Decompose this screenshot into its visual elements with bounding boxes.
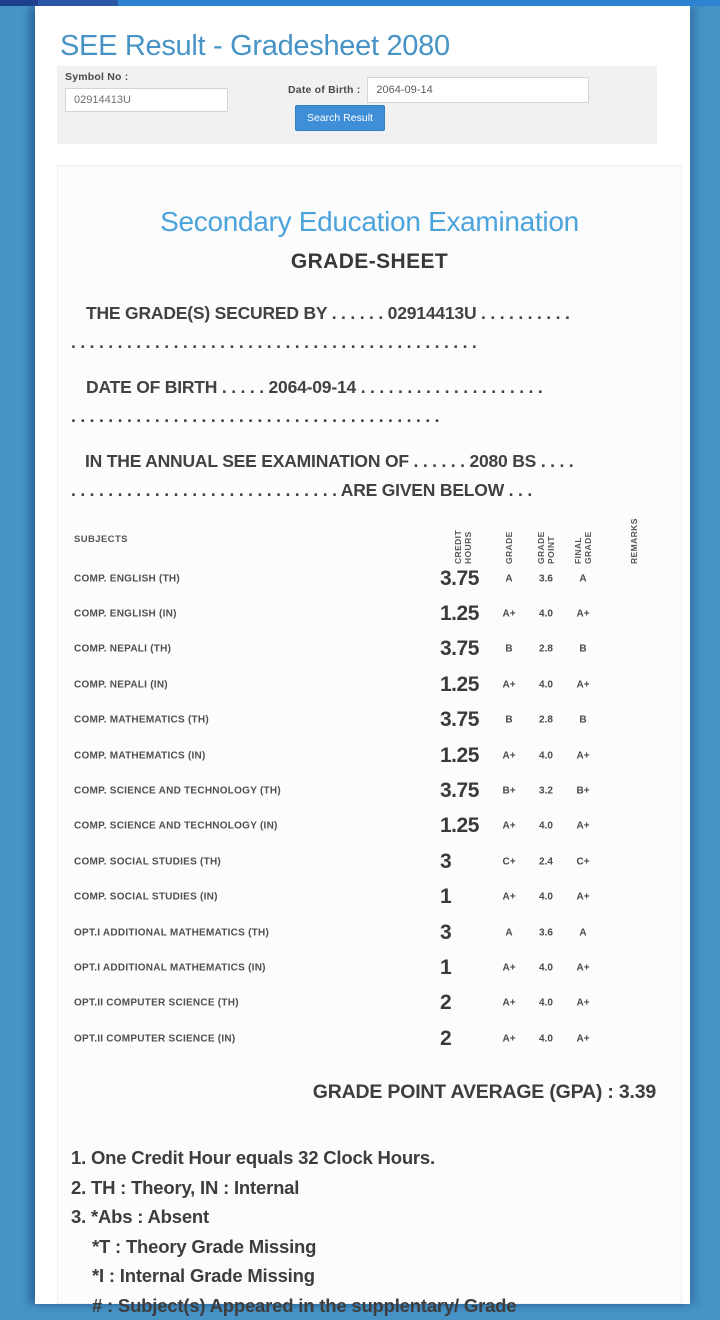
remarks-column-header: REMARKS — [629, 516, 639, 564]
gpa-line: GRADE POINT AVERAGE (GPA) : 3.39 — [313, 1081, 656, 1104]
subject-cell: COMP. ENGLISH (TH) — [74, 573, 180, 584]
table-row — [58, 773, 681, 808]
grade-point-cell: 3.6 — [539, 927, 553, 938]
final-grade-cell: A+ — [576, 998, 589, 1009]
table-row — [58, 596, 681, 631]
final-grade-cell: C+ — [576, 856, 589, 867]
table-row — [58, 703, 681, 738]
footer-note: 2. TH : Theory, IN : Internal — [71, 1173, 671, 1203]
credit-hours-cell: 2 — [440, 1027, 451, 1051]
grade-point-column-header: GRADE POINT — [536, 516, 556, 564]
credit-hours-cell: 1.25 — [440, 814, 479, 838]
table-column-headers — [58, 512, 681, 564]
grade-point-cell: 3.6 — [539, 573, 553, 584]
grade-cell: C+ — [502, 856, 515, 867]
annual-exam-line: IN THE ANNUAL SEE EXAMINATION OF . . . . . . 2080 BS . . . . — [85, 447, 573, 476]
grade-cell: A+ — [502, 962, 515, 973]
table-row — [58, 738, 681, 773]
subject-cell: COMP. MATHEMATICS (TH) — [74, 715, 209, 726]
subject-cell: OPT.II COMPUTER SCIENCE (TH) — [74, 998, 239, 1009]
top-accent-segment-navy — [0, 0, 38, 6]
top-accent-segment-mid — [38, 0, 118, 6]
final-grade-cell: B — [579, 715, 586, 726]
grade-cell: B — [505, 715, 512, 726]
symbol-number-label: Symbol No : — [65, 71, 228, 83]
grade-point-cell: 2.8 — [539, 644, 553, 655]
grade-point-cell: 4.0 — [539, 1033, 553, 1044]
final-grade-cell: A+ — [576, 750, 589, 761]
gradesheet-card — [57, 165, 682, 1304]
final-grade-cell: A+ — [576, 609, 589, 620]
final-grade-cell: B — [579, 644, 586, 655]
credit-hours-cell: 3.75 — [440, 708, 479, 732]
grade-cell: A+ — [502, 609, 515, 620]
final-grade-column-header: FINAL GRADE — [573, 516, 593, 564]
annual-exam-dots: . . . . . . . . . . . . . . . . . . . . . . . . . . . . . ARE GIVEN BELOW . . . — [71, 476, 532, 505]
credit-hours-cell: 3.75 — [440, 567, 479, 591]
subject-cell: COMP. NEPALI (TH) — [74, 644, 171, 655]
subject-cell: COMP. SOCIAL STUDIES (TH) — [74, 856, 221, 867]
date-of-birth-input[interactable] — [367, 77, 589, 103]
grade-cell: A — [505, 927, 512, 938]
table-row — [58, 809, 681, 844]
grade-point-cell: 4.0 — [539, 962, 553, 973]
grade-point-cell: 4.0 — [539, 821, 553, 832]
subjects-column-header: SUBJECTS — [74, 534, 128, 545]
page-title: SEE Result - Gradesheet 2080 — [60, 30, 450, 63]
subject-cell: COMP. ENGLISH (IN) — [74, 609, 177, 620]
grades-secured-dots: . . . . . . . . . . . . . . . . . . . . . . . . . . . . . . . . . . . . . . . . . . . . — [71, 328, 477, 357]
result-page — [35, 6, 690, 1304]
final-grade-cell: A+ — [576, 962, 589, 973]
final-grade-cell: B+ — [576, 786, 589, 797]
final-grade-cell: A+ — [576, 1033, 589, 1044]
credit-hours-cell: 1.25 — [440, 673, 479, 697]
date-of-birth-group — [288, 77, 589, 103]
subject-cell: COMP. SOCIAL STUDIES (IN) — [74, 892, 218, 903]
credit-hours-cell: 3 — [440, 921, 451, 945]
table-row — [58, 880, 681, 915]
table-row — [58, 844, 681, 879]
credit-hours-cell: 3.75 — [440, 779, 479, 803]
grade-point-cell: 2.8 — [539, 715, 553, 726]
final-grade-cell: A+ — [576, 892, 589, 903]
credit-hours-cell: 1.25 — [440, 744, 479, 768]
credit-hours-cell: 1.25 — [440, 602, 479, 626]
search-result-button[interactable]: Search Result — [295, 105, 385, 131]
subject-cell: COMP. NEPALI (IN) — [74, 679, 168, 690]
date-of-birth-dots: . . . . . . . . . . . . . . . . . . . . . . . . . . . . . . . . . . . . . . . . — [71, 402, 439, 431]
credit-hours-column-header: CREDIT HOURS — [453, 516, 473, 564]
date-of-birth-line: DATE OF BIRTH . . . . . 2064-09-14 . . . . . . . . . . . . . . . . . . . . — [86, 373, 543, 402]
date-of-birth-label: Date of Birth : — [288, 84, 360, 96]
footer-note: 1. One Credit Hour equals 32 Clock Hours. — [71, 1143, 671, 1173]
final-grade-cell: A — [579, 927, 586, 938]
subject-cell: COMP. SCIENCE AND TECHNOLOGY (TH) — [74, 786, 281, 797]
footer-notes — [71, 1143, 671, 1320]
grade-cell: A+ — [502, 998, 515, 1009]
table-row — [58, 950, 681, 985]
grade-point-cell: 4.0 — [539, 892, 553, 903]
grade-cell: A+ — [502, 750, 515, 761]
grades-secured-line: THE GRADE(S) SECURED BY . . . . . . 02914413U . . . . . . . . . . — [86, 299, 570, 328]
grade-point-cell: 2.4 — [539, 856, 553, 867]
table-row — [58, 561, 681, 596]
grade-point-cell: 4.0 — [539, 679, 553, 690]
grade-point-cell: 4.0 — [539, 609, 553, 620]
credit-hours-cell: 3.75 — [440, 637, 479, 661]
sheet-title: Secondary Education Examination — [58, 206, 681, 238]
search-form-panel — [57, 66, 657, 144]
grade-point-cell: 4.0 — [539, 750, 553, 761]
grades-table-body — [58, 561, 681, 1056]
footer-note: *I : Internal Grade Missing — [71, 1261, 671, 1291]
final-grade-cell: A+ — [576, 821, 589, 832]
subject-cell: COMP. MATHEMATICS (IN) — [74, 750, 206, 761]
grade-cell: A — [505, 573, 512, 584]
credit-hours-cell: 1 — [440, 885, 451, 909]
final-grade-cell: A — [579, 573, 586, 584]
footer-note: 3. *Abs : Absent — [71, 1202, 671, 1232]
grade-cell: A+ — [502, 821, 515, 832]
top-accent-bar — [0, 0, 720, 6]
credit-hours-cell: 3 — [440, 850, 451, 874]
footer-note: # : Subject(s) Appeared in the supplentary/ Grade — [71, 1291, 671, 1320]
subject-cell: OPT.I ADDITIONAL MATHEMATICS (TH) — [74, 927, 269, 938]
table-row — [58, 632, 681, 667]
grade-cell: A+ — [502, 1033, 515, 1044]
footer-note: *T : Theory Grade Missing — [71, 1232, 671, 1262]
subject-cell: COMP. SCIENCE AND TECHNOLOGY (IN) — [74, 821, 278, 832]
top-accent-segment-bright — [118, 0, 720, 6]
final-grade-cell: A+ — [576, 679, 589, 690]
subject-cell: OPT.II COMPUTER SCIENCE (IN) — [74, 1033, 235, 1044]
grade-column-header: GRADE — [504, 516, 514, 564]
grade-point-cell: 3.2 — [539, 786, 553, 797]
grade-cell: B+ — [502, 786, 515, 797]
credit-hours-cell: 1 — [440, 956, 451, 980]
grade-cell: A+ — [502, 892, 515, 903]
grade-cell: A+ — [502, 679, 515, 690]
table-row — [58, 986, 681, 1021]
table-row — [58, 667, 681, 702]
sheet-subtitle: GRADE-SHEET — [58, 250, 681, 274]
subject-cell: OPT.I ADDITIONAL MATHEMATICS (IN) — [74, 962, 266, 973]
grade-point-cell: 4.0 — [539, 998, 553, 1009]
table-row — [58, 915, 681, 950]
grade-cell: B — [505, 644, 512, 655]
credit-hours-cell: 2 — [440, 991, 451, 1015]
table-row — [58, 1021, 681, 1056]
symbol-number-group — [65, 71, 228, 112]
symbol-number-input[interactable] — [65, 88, 228, 112]
